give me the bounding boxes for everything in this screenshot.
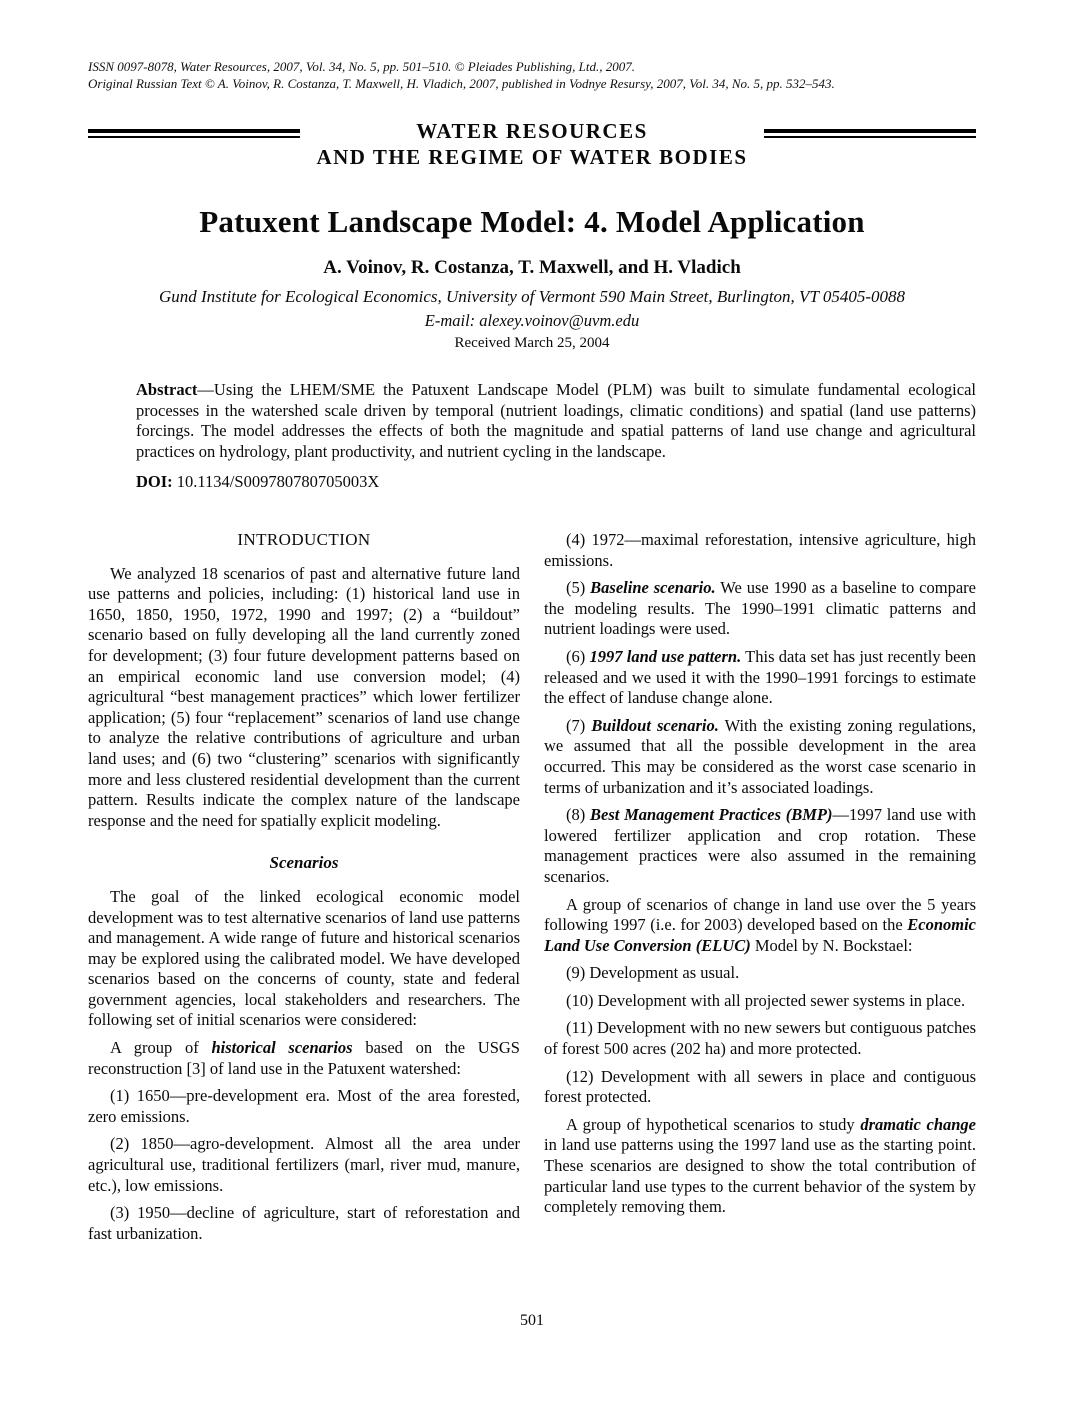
paragraph-eluc-group: A group of scenarios of change in land use over the 5 years following 1997 (i.e. for 2003) developed based on the Economic Land Use Conversion (ELUC) Model by N. Bockstael:	[544, 894, 976, 955]
scenario-item-9: (9) Development as usual.	[566, 963, 740, 983]
doi-line: DOI: 10.1134/S009780780705003X	[136, 472, 380, 491]
received-date: Received March 25, 2004	[454, 335, 610, 351]
scenario-item-12: (12) Development with all sewers in place and contiguous forest protected.	[544, 1066, 976, 1107]
scenarios-heading: Scenarios	[269, 853, 339, 873]
original-text-line: Original Russian Text © A. Voinov, R. Costanza, T. Maxwell, H. Vladich, 2007, published in Vodnye Resursy, 2007, Vol. 34, No. 5, pp. 532–543.	[88, 76, 835, 91]
banner-line-2: AND THE REGIME OF WATER BODIES	[316, 145, 748, 169]
email-line: E-mail: alexey.voinov@uvm.edu	[424, 311, 640, 330]
scenario-item-3: (3) 1950—decline of agriculture, start of reforestation and fast urbanization.	[88, 1203, 520, 1243]
scenario-item-5: (5) Baseline scenario. We use 1990 as a baseline to compare the modeling results. The 1990–1991 climatic patterns and nutrient loadings were used.	[544, 578, 976, 639]
banner-rule-right	[764, 129, 976, 138]
issn-line: ISSN 0097-8078, Water Resources, 2007, Vol. 34, No. 5, pp. 501–510. © Pleiades Publishing, Ltd., 2007.	[88, 59, 635, 74]
scenario-item-7: (7) Buildout scenario. With the existing zoning regulations, we assumed that all the possible development in the area occurred. This may be considered as the worst case scenario in terms of urbanization and it’s associated loadings.	[544, 715, 976, 797]
scenario-item-8: (8) Best Management Practices (BMP)—1997 land use with lowered fertilizer application and crop rotation. These management practices were also assumed in the remaining scenarios.	[544, 805, 976, 886]
scenario-item-11: (11) Development with no new sewers but contiguous patches of forest 500 acres (202 ha) and more protected.	[544, 1018, 976, 1059]
page-number: 501	[520, 1312, 544, 1329]
scenario-item-10: (10) Development with all projected sewer systems in place.	[566, 990, 966, 1010]
two-column-body	[88, 530, 976, 1251]
authors-line: A. Voinov, R. Costanza, T. Maxwell, and H. Vladich	[323, 257, 741, 278]
scenario-item-4: (4) 1972—maximal reforestation, intensive agriculture, high emissions.	[544, 530, 976, 570]
abstract-paragraph: Abstract—Using the LHEM/SME the Patuxent Landscape Model (PLM) was built to simulate fundamental ecological processes in the watershed scale driven by temporal (nutrient loadings, climatic conditions) and spatial (land use patterns) forcings. The model addresses the effects of both the magnitude and spatial patterns of land use change and agricultural practices on hydrology, plant productivity, and nutrient cycling in the landscape.	[136, 380, 976, 461]
scenario-item-6: (6) 1997 land use pattern. This data set has just recently been released and we used it with the 1990–1991 forcings to estimate the effect of landuse change alone.	[544, 646, 976, 708]
banner-line-1: WATER RESOURCES	[416, 119, 648, 143]
banner-rule-left	[88, 129, 300, 138]
paragraph-introduction: We analyzed 18 scenarios of past and alternative future land use patterns and policies, including: (1) historical land use in 1650, 1850, 1950, 1972, 1990 and 1997; (2) a “buildout” scenario based on fully developing all the land currently zoned for development; (3) four future development patterns based on an empirical economic land use conversion model; (4) agricultural “best management practices” which lower fertilizer application; (5) four “replacement” scenarios of land use change to analyze the relative contributions of agriculture and urban land uses; and (6) two “clustering” scenarios with significantly more and less clustered residential development than the current pattern. Results indicate the complex nature of the landscape response and the need for spatially explicit modeling.	[88, 563, 520, 830]
publication-header	[88, 58, 976, 92]
paragraph-historical-group: A group of historical scenarios based on the USGS reconstruction [3] of land use in the Patuxent watershed:	[88, 1038, 520, 1078]
section-banner	[88, 118, 976, 170]
right-column	[544, 530, 976, 1251]
page-title: Patuxent Landscape Model: 4. Model Application	[199, 204, 865, 239]
scenario-item-1: (1) 1650—pre-development era. Most of the area forested, zero emissions.	[88, 1086, 520, 1126]
paragraph-hypothetical-group: A group of hypothetical scenarios to study dramatic change in land use patterns using the 1997 land use as the starting point. These scenarios are designed to show the total contribution of particular land use types to the current behavior of the system by completely removing them.	[544, 1114, 976, 1217]
section-banner-title	[300, 118, 763, 170]
introduction-heading: INTRODUCTION	[237, 530, 371, 549]
affiliation-line: Gund Institute for Ecological Economics, University of Vermont 590 Main Street, Burlington, VT 05405-0088	[158, 287, 906, 306]
scenario-item-2: (2) 1850—agro-development. Almost all the area under agricultural use, traditional fertilizers (marl, river mud, manure, etc.), low emissions.	[88, 1134, 520, 1195]
paragraph-goal: The goal of the linked ecological economic model development was to test alternative scenarios of land use patterns and management. A wide range of future and historical scenarios may be explored using the calibrated model. We have developed scenarios based on the concerns of county, state and federal government agencies, local stakeholders and researchers. The following set of initial scenarios were considered:	[88, 886, 520, 1030]
left-column	[88, 530, 520, 1251]
